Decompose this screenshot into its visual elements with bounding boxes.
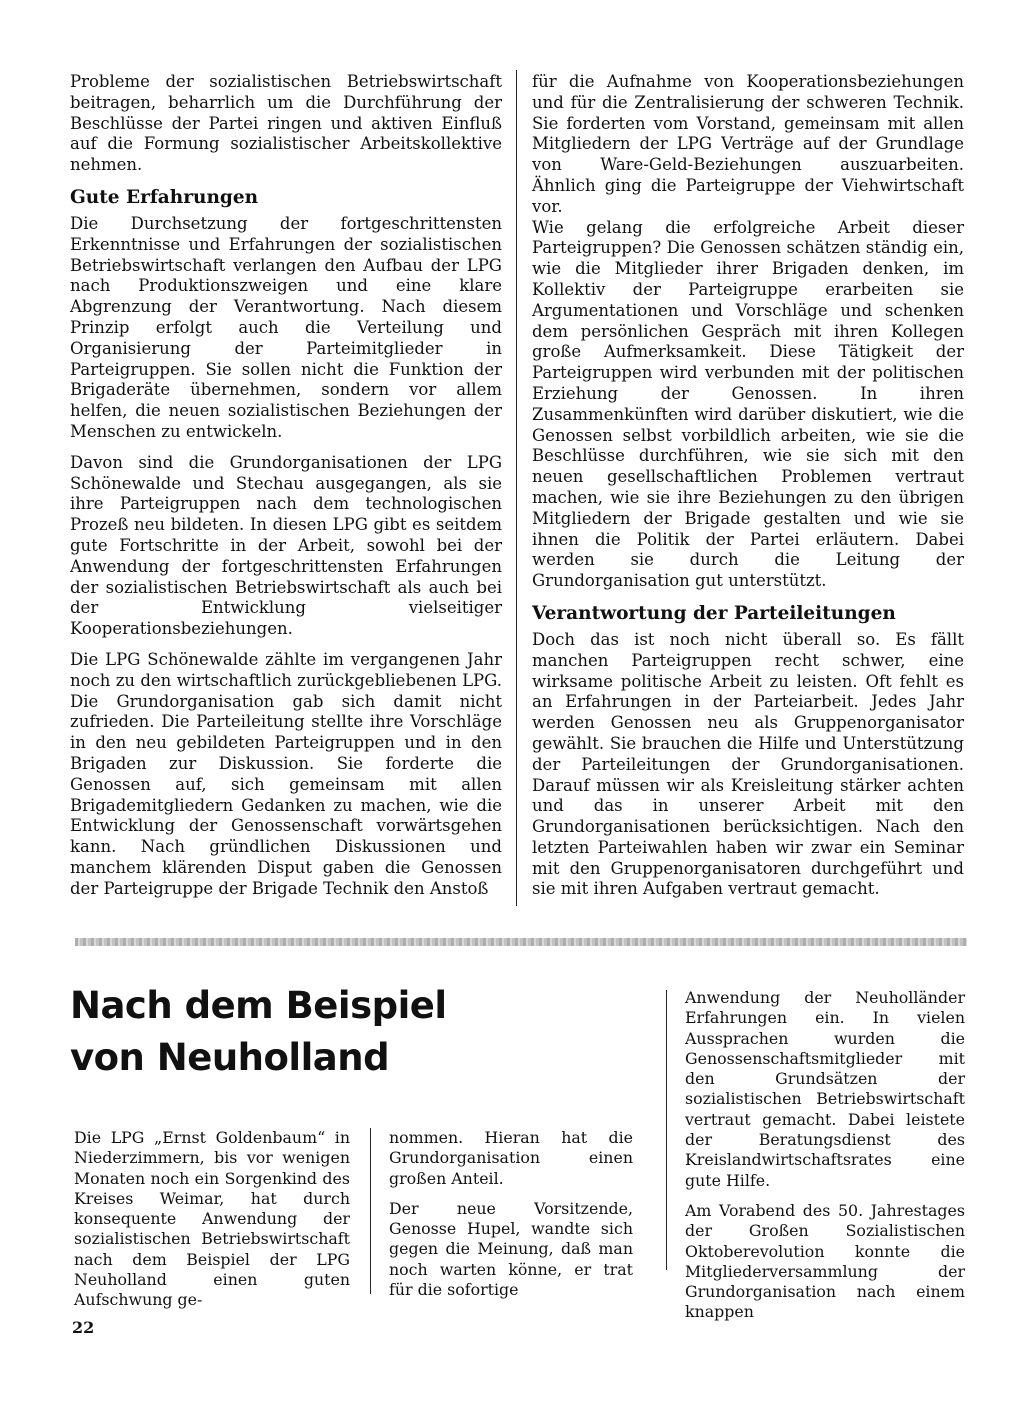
top-left-column	[70, 72, 502, 899]
section-heading-gute-erfahrungen: Gute Erfahrungen	[70, 186, 259, 208]
paragraph: Die LPG „Ernst Goldenbaum“ in Niederzimmern, bis vor wenigen Monaten noch ein Sorgenkind des Kreises Weimar, hat durch konsequente Anwendung der sozialistischen Betriebswirtschaft nach dem Beispiel der LPG Neuholland einen guten Aufschwung ge-	[74, 1128, 350, 1310]
paragraph: Doch das ist noch nicht überall so. Es fällt manchen Parteigruppen recht schwer, eine wirksame politische Arbeit zu leisten. Oft fehlt es an Erfahrungen in der Parteiarbeit. Jedes Jahr werden Genossen neu als Gruppenorganisator gewählt. Sie brauchen die Hilfe und Unterstützung der Parteileitungen der Grundorganisationen. Darauf müssen wir als Kreisleitung stärker achten und das in unserer Arbeit mit den Grundorganisationen berücksichtigen. Nach den letzten Parteiwahlen haben wir zwar ein Seminar mit den Gruppenorganisatoren durchgeführt und sie mit ihren Aufgaben vertraut gemacht.	[532, 629, 964, 899]
paragraph: Anwendung der Neuholländer Erfahrungen ein. In vielen Aussprachen wurden die Genossenschaftsmitglieder mit den Grundsätzen der sozialistischen Betriebswirtschaft vertraut gemacht. Dabei leistete der Beratungsdienst des Kreislandwirtschaftsrates eine gute Hilfe.	[685, 988, 965, 1190]
section-heading-verantwortung: Verantwortung der Parteileitungen	[532, 602, 896, 624]
column-divider	[516, 70, 517, 906]
page-number: 22	[72, 1318, 95, 1337]
column-divider	[370, 1128, 371, 1294]
headline-line: Nach dem Beispiel	[70, 984, 447, 1027]
paragraph: Wie gelang die erfolgreiche Arbeit dieser Parteigruppen? Die Genossen schätzen ständig ein, wie die Mitglieder ihrer Brigaden denken, im Kollektiv der Parteigruppe erarbeiten sie Argumentationen und Vorschläge und schenken dem persönlichen Gespräch mit ihren Kollegen große Aufmerksamkeit. Diese Tätigkeit der Parteigruppen wird verbunden mit der politischen Erziehung der Genossen. In ihren Zusammenkünften wird darüber diskutiert, wie die Genossen selbst vorbildlich arbeiten, wie sie die Beschlüsse durchführen, wie sie sich mit den neuen gesellschaftlichen Problemen vertraut machen, wie sie ihre Beziehungen zu den übrigen Mitgliedern der Brigade gestalten und wie sie ihnen die Politik der Partei erläutern. Dabei werden sie durch die Leitung der Grundorganisation gut unterstützt.	[532, 217, 964, 591]
paragraph: Am Vorabend des 50. Jahrestages der Großen Sozialistischen Oktoberevolution konnte die Mitgliederversammlung der Grundorganisation nach einem knappen	[685, 1200, 965, 1322]
paragraph: Die Durchsetzung der fortgeschrittensten Erkenntnisse und Erfahrungen der sozialistischen Betriebswirtschaft verlangen den Aufbau der LPG nach Produktionszweigen und eine klare Abgrenzung der Verantwortung. Nach diesem Prinzip erfolgt auch die Verteilung und Organisierung der Parteimitglieder in Parteigruppen. Sie sollen nicht die Funktion der Brigaderäte übernehmen, sondern vor allem helfen, die neuen sozialistischen Beziehungen der Menschen zu entwickeln.	[70, 213, 502, 441]
paragraph: nommen. Hieran hat die Grundorganisation einen großen Anteil.	[389, 1128, 633, 1188]
paragraph: Der neue Vorsitzende, Genosse Hupel, wandte sich gegen die Meinung, daß man noch warten könne, er trat für die sofortige	[389, 1198, 633, 1300]
paragraph: Probleme der sozialistischen Betriebswirtschaft beitragen, beharrlich um die Durchführung der Beschlüsse der Partei ringen und aktiven Einfluß auf die Formung sozialistischer Arbeitskollektive nehmen.	[70, 72, 502, 175]
article-headline	[70, 980, 630, 1084]
headline-line: von Neuholland	[70, 1036, 390, 1079]
paragraph: für die Aufnahme von Kooperationsbeziehungen und für die Zentralisierung der schweren Technik. Sie forderten vom Vorstand, gemeinsam mit allen Mitgliedern der LPG Verträge auf der Grundlage von Ware-Geld-Beziehungen auszuarbeiten. Ähnlich ging die Parteigruppe der Viehwirtschaft vor.	[532, 72, 964, 216]
paragraph: Die LPG Schönewalde zählte im vergangenen Jahr noch zu den wirtschaftlich zurückgebliebenen LPG. Die Grundorganisation gab sich damit nicht zufrieden. Die Parteileitung stellte ihre Vorschläge in den neu gebildeten Parteigruppen und in den Brigaden zur Diskussion. Sie forderte die Genossen auf, sich gemeinsam mit allen Brigademitgliedern Gedanken zu machen, wie die Entwicklung der Genossenschaft vorwärtsgehen kann. Nach gründlichen Diskussionen und manchem klärenden Disput gaben die Genossen der Parteigruppe der Brigade Technik den Anstoß	[70, 649, 502, 898]
article-column-1	[74, 1128, 350, 1311]
article-column-2	[389, 1128, 633, 1300]
column-divider	[666, 990, 667, 1270]
article-separator	[75, 938, 967, 946]
article-column-3	[685, 988, 965, 1323]
paragraph: Davon sind die Grundorganisationen der LPG Schönewalde und Stechau ausgegangen, als sie ihre Parteigruppen nach dem technologischen Prozeß neu bildeten. In diesen LPG gibt es seitdem gute Fortschritte in der Arbeit, sowohl bei der Anwendung der fortgeschrittensten Erfahrungen der sozialistischen Betriebswirtschaft als auch bei der Entwicklung vielseitiger Kooperationsbeziehungen.	[70, 452, 502, 639]
top-right-column	[532, 72, 964, 900]
